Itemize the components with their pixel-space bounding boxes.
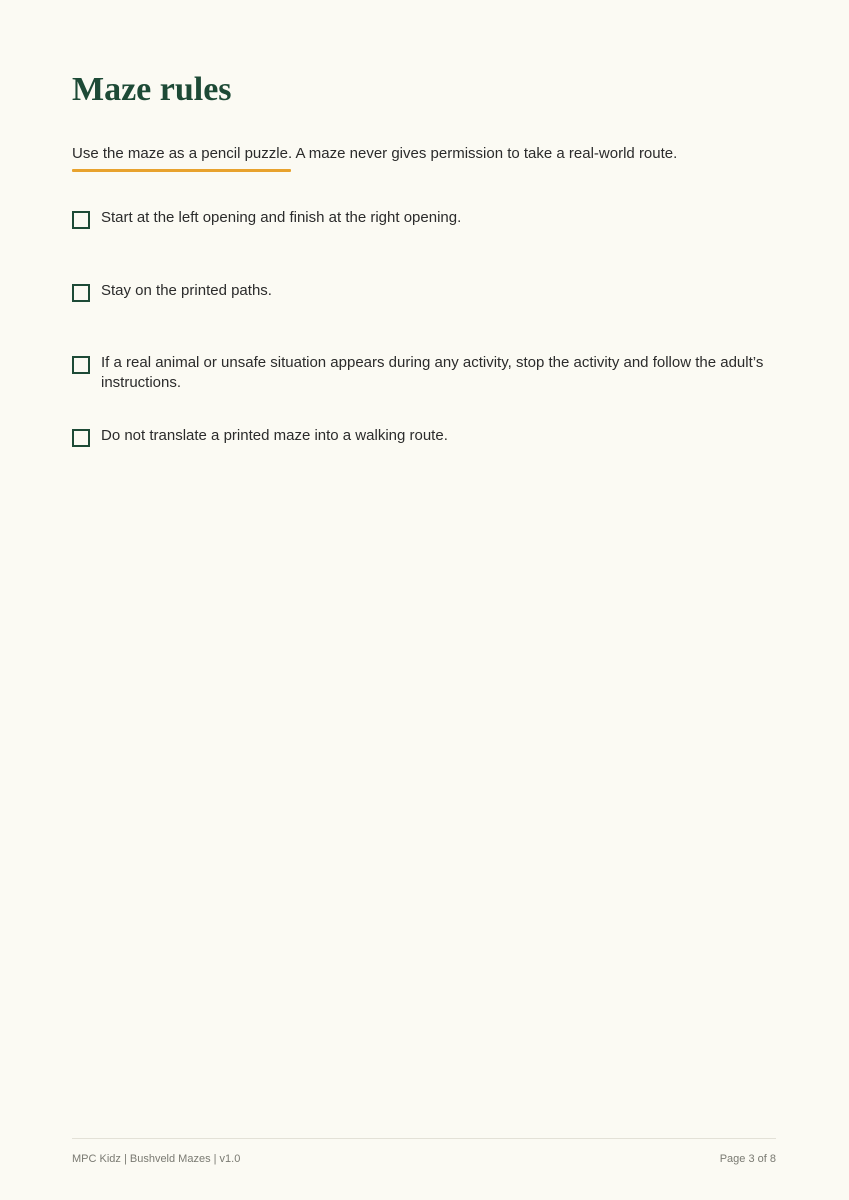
rule-text: Stay on the printed paths. — [101, 282, 272, 299]
rule-checkbox[interactable] — [72, 284, 90, 302]
footer-page-number: Page 3 of 8 — [719, 1153, 776, 1165]
rule-text: Do not translate a printed maze into a walking route. — [101, 427, 448, 444]
rule-text: Start at the left opening and finish at the right opening. — [101, 209, 462, 226]
intro-text: Use the maze as a pencil puzzle. A maze never gives permission to take a real-world route. — [72, 145, 678, 162]
rule-checkbox[interactable] — [72, 356, 90, 374]
page-title: Maze rules — [72, 71, 232, 108]
accent-underline — [72, 169, 291, 172]
footer-document-info: MPC Kidz | Bushveld Mazes | v1.0 — [72, 1153, 241, 1165]
rule-text: If a real animal or unsafe situation appears during any activity, stop the activity and follow the adult’s instructions. — [101, 354, 764, 391]
rule-checkbox[interactable] — [72, 211, 90, 229]
footer-divider — [72, 1138, 776, 1139]
rule-checkbox[interactable] — [72, 429, 90, 447]
